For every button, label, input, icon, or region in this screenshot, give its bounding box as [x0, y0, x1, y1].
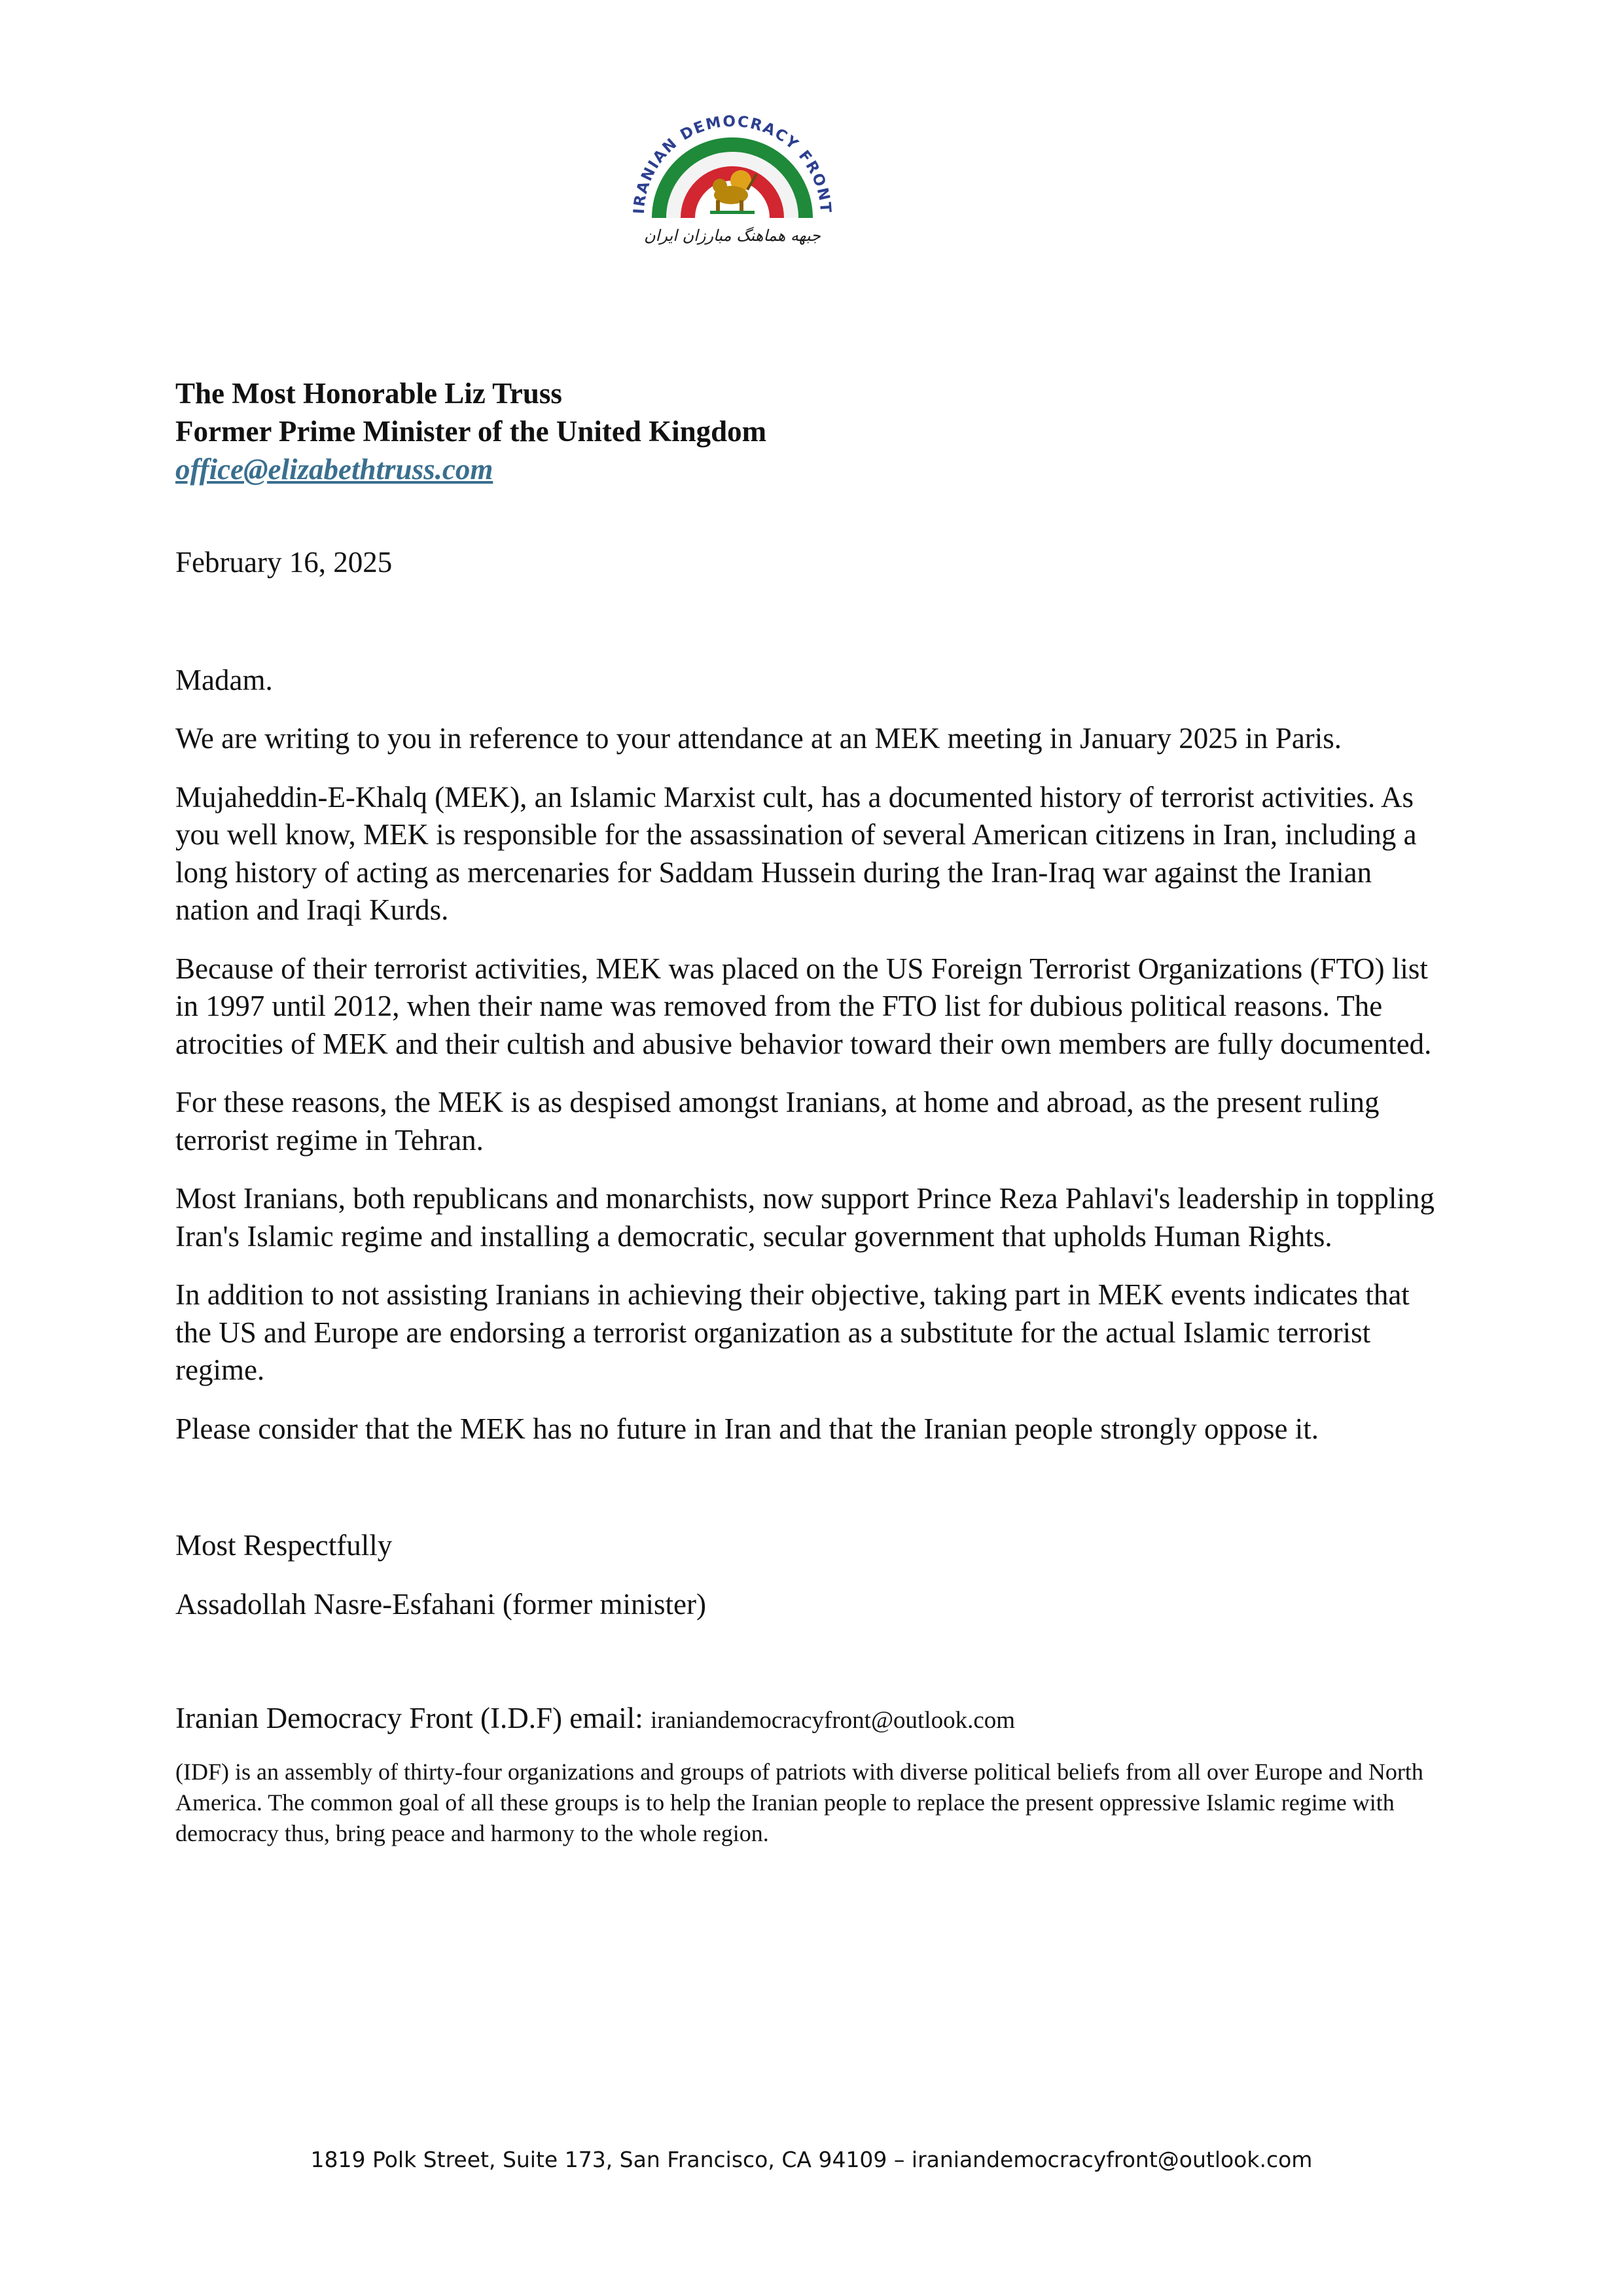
paragraph-1: We are writing to you in reference to your attendance at an MEK meeting in January 2025 in Paris. [175, 722, 1342, 755]
paragraph-4: For these reasons, the MEK is as despised amongst Iranians, at home and abroad, as the present ruling terrorist regime in Tehran. [175, 1086, 1380, 1157]
paragraph-3: Because of their terrorist activities, MEK was placed on the US Foreign Terrorist Organizations (FTO) list in 1997 until 2012, when their name was removed from the FTO list for dubious political reasons. The atrocities of MEK and their cultish and abusive behavior toward their own members are fully documented. [175, 952, 1432, 1060]
letter-body [175, 374, 1445, 1849]
signature: Assadollah Nasre-Esfahani (former minister) [175, 1588, 706, 1621]
recipient-email-link[interactable]: office@elizabethtruss.com [175, 453, 493, 486]
page-footer-address: 1819 Polk Street, Suite 173, San Francisco, CA 94109 – iraniandemocracyfront@outlook.com [310, 2147, 1313, 2172]
letter-date: February 16, 2025 [175, 546, 393, 579]
organization-contact-line [175, 1699, 1445, 1740]
recipient-name: The Most Honorable Liz Truss [175, 377, 562, 410]
paragraph-7: Please consider that the MEK has no future in Iran and that the Iranian people strongly oppose it. [175, 1412, 1319, 1445]
recipient-title: Former Prime Minister of the United Kingdom [175, 415, 767, 448]
paragraph-2: Mujaheddin-E-Khalq (MEK), an Islamic Marxist cult, has a documented history of terrorist activities. As you well know, MEK is responsible for the assassination of several American citizens in Iran, including a long history of acting as mercenaries for Saddam Hussein during the Iran-Iraq war against the Iranian nation and Iraqi Kurds. [175, 780, 1417, 926]
logo-persian-text: جبهه هماهنگ مبارزان ایران [644, 226, 821, 245]
paragraph-5: Most Iranians, both republicans and monarchists, now support Prince Reza Pahlavi's leadership in toppling Iran's Islamic regime and installing a democratic, secular government that upholds Human Rights. [175, 1182, 1435, 1253]
organization-label: Iranian Democracy Front (I.D.F) email: [175, 1702, 643, 1734]
organization-email: iraniandemocracyfront@outlook.com [651, 1707, 1016, 1734]
organization-logo [623, 103, 842, 249]
logo-graphic [623, 103, 842, 249]
salutation: Madam. [175, 664, 273, 696]
closing: Most Respectfully [175, 1529, 393, 1562]
paragraph-6: In addition to not assisting Iranians in achieving their objective, taking part in MEK events indicates that the US and Europe are endorsing a terrorist organization as a substitute for the actual Islamic terrorist regime. [175, 1278, 1410, 1386]
logo-arc-text: IRANIAN DEMOCRACY FRONT [630, 113, 834, 215]
recipient-block [175, 374, 1445, 450]
organization-description: (IDF) is an assembly of thirty-four organizations and groups of patriots with diverse political beliefs from all over Europe and North America. The common goal of all these groups is to help the Iranian people to replace the present oppressive Islamic regime with democracy thus, bring peace and harmony to the whole region. [175, 1759, 1423, 1846]
